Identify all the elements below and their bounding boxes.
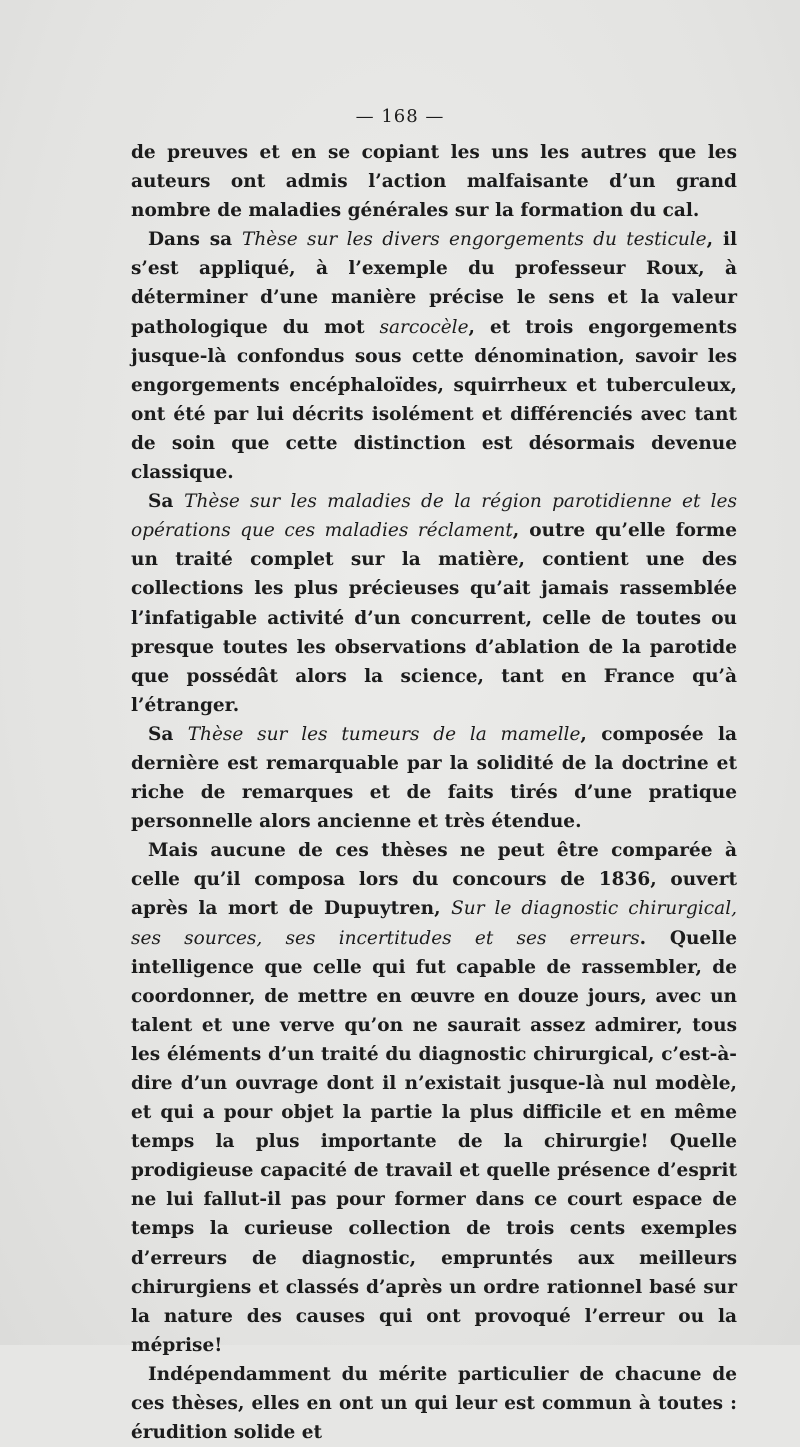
paragraph-merite-commun: [131, 1360, 737, 1447]
paragraph-diagnostic-chirurgical: [131, 836, 737, 1360]
text-run: de preuves et en se copiant les uns les autres que les auteurs ont admis l’action malfaisante d’un grand nombre de maladies générales sur la formation du cal.: [131, 142, 737, 222]
paragraph-these-testicule: [131, 225, 737, 487]
text-run: Sa: [148, 491, 185, 513]
page-number: — 168 —: [355, 106, 445, 127]
body-text: [131, 138, 737, 1447]
paragraph-these-mamelle: [131, 720, 737, 836]
italic-title: Thèse sur les tumeurs de la mamelle: [187, 723, 581, 745]
text-run: , composée la dernière est remarquable par la solidité de la doctrine et riche de remarques et de faits tirés d’une pratique personnelle alors ancienne et très étendue.: [131, 723, 737, 833]
paragraph-these-parotidienne: [131, 487, 737, 720]
italic-title: Thèse sur les maladies de la région parotidienne et les opérations que ces maladies réclament: [131, 491, 737, 542]
text-run: , et trois engorgements jusque-là confondus sous cette dénomination, savoir les engorgements encéphaloïdes, squirrheux et tuberculeux, ont été par lui décrits isolément et différenciés avec tant de soin que cette distinction est désormais devenue classique.: [131, 316, 737, 484]
italic-title: Thèse sur les divers engorgements du testicule: [242, 229, 707, 251]
italic-title: Sur le diagnostic chirurgical, ses sources, ses incertitudes et ses erreurs: [131, 898, 737, 949]
text-run: , il s’est appliqué, à l’exemple du professeur Roux, à déterminer d’une manière précise le sens et la valeur pathologique du mot: [131, 229, 737, 338]
text-run: Dans sa: [148, 229, 243, 251]
text-run: , outre qu’elle forme un traité complet sur la matière, contient une des collections les plus précieuses qu’ait jamais rassemblée l’infatigable activité d’un concurrent, celle de toutes ou presque toutes les observations d’ablation de la parotide que possédât alors la science, tant en France qu’à l’étranger.: [131, 520, 737, 716]
text-run: Indépendamment du mérite particulier de chacune de ces thèses, elles en ont un qui leur est commun à toutes : érudition solide et: [131, 1363, 737, 1444]
text-run: Sa: [148, 723, 188, 745]
text-run: . Quelle intelligence que celle qui fut capable de rassembler, de coordonner, de mettre en œuvre en douze jours, avec un talent et une verve qu’on ne saurait assez admirer, tous les éléments d’un traité du diagnostic chirurgical, c’est-à-dire d’un ouvrage dont il n’existait jusque-là nul modèle, et qui a pour objet la partie la plus difficile et en même temps la plus importante de la chirurgie! Quelle prodigieuse capacité de travail et quelle présence d’esprit ne lui fallut-il pas pour former dans ce court espace de temps la curieuse collection de trois cents exemples d’erreurs de diagnostic, empruntés aux meilleurs chirurgiens et classés d’après un ordre rationnel basé sur la nature des causes qui ont provoqué l’erreur ou la méprise!: [131, 927, 737, 1356]
italic-title: sarcocèle: [379, 316, 469, 338]
text-run: Mais aucune de ces thèses ne peut être comparée à celle qu’il composa lors du concours de 1836, ouvert après la mort de Dupuytren,: [131, 840, 737, 920]
paragraph-continuation: [131, 138, 737, 225]
